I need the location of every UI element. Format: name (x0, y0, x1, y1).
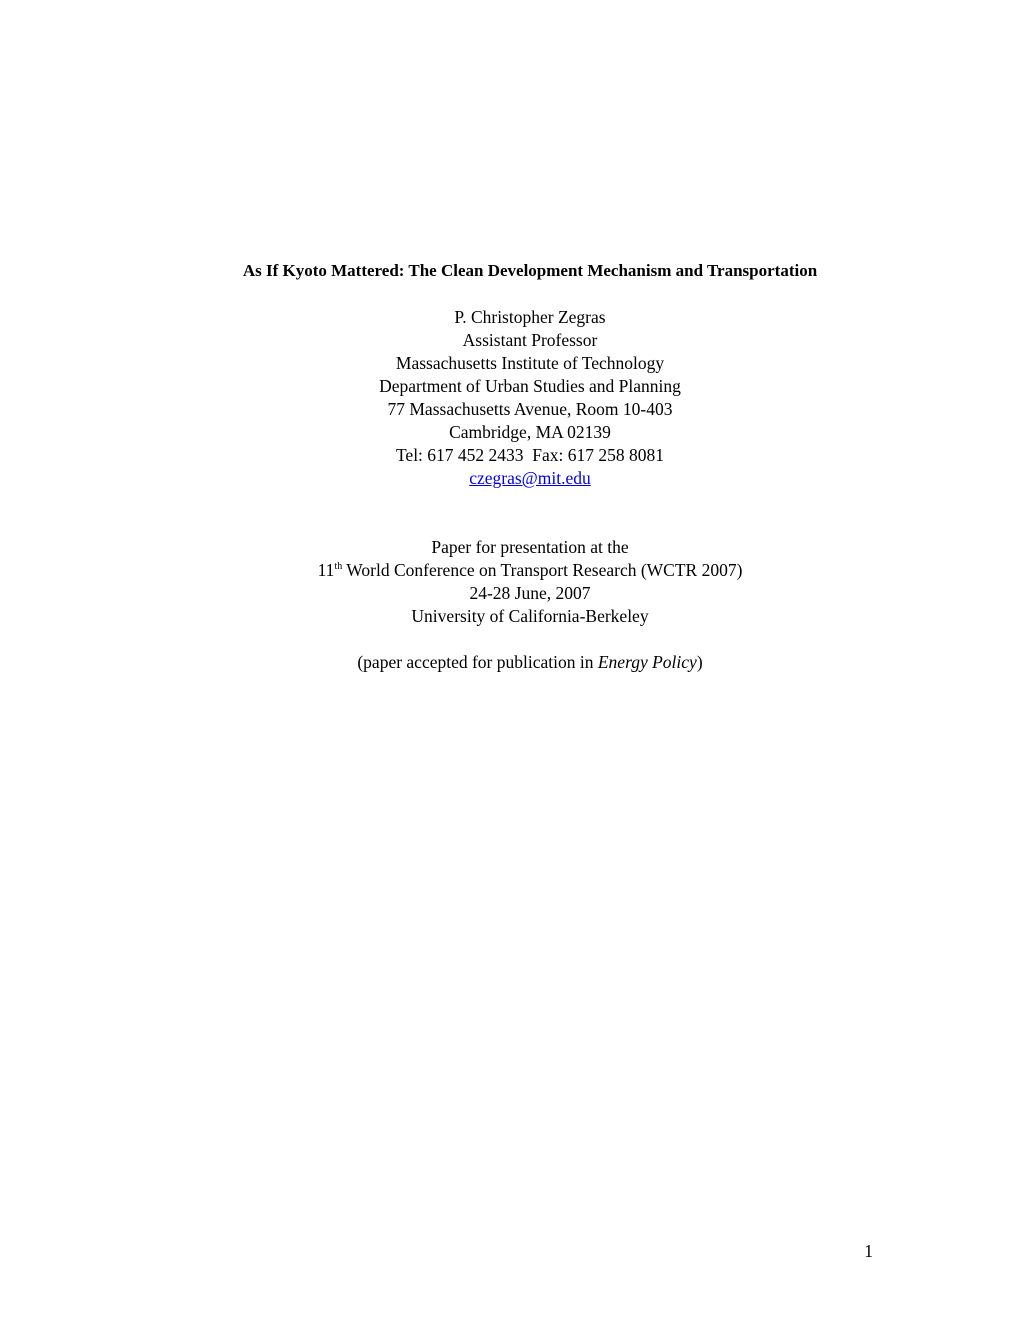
author-position: Assistant Professor (462, 330, 598, 350)
presentation-intro: Paper for presentation at the (431, 537, 629, 557)
author-address: 77 Massachusetts Avenue, Room 10-403 (387, 399, 673, 419)
author-city: Cambridge, MA 02139 (449, 422, 611, 442)
conference-dates: 24-28 June, 2007 (469, 583, 591, 603)
publication-note (40, 651, 1020, 674)
publication-note-prefix: (paper accepted for publication in (357, 652, 598, 672)
conference-ordinal-number: 11 (317, 560, 335, 580)
author-institution: Massachusetts Institute of Technology (395, 353, 665, 373)
conference-name: World Conference on Transport Research (WCTR 2007) (342, 560, 743, 580)
author-block (40, 306, 1020, 490)
conference-venue: University of California-Berkeley (411, 606, 649, 626)
publication-note-suffix: ) (696, 652, 703, 672)
paper-title: As If Kyoto Mattered: The Clean Development Mechanism and Transportation (242, 261, 818, 280)
page-number: 1 (864, 1241, 873, 1261)
author-name: P. Christopher Zegras (454, 307, 606, 327)
author-email-line (40, 467, 1020, 490)
author-contact: Tel: 617 452 2433 Fax: 617 258 8081 (395, 445, 665, 465)
author-department: Department of Urban Studies and Planning (379, 376, 681, 396)
conference-line (40, 559, 1020, 582)
author-email-link[interactable]: czegras@mit.edu (469, 468, 591, 488)
journal-name: Energy Policy (597, 652, 697, 672)
conference-ordinal-suffix: th (334, 561, 343, 572)
publication-note-line (40, 651, 1020, 674)
presentation-block (40, 536, 1020, 628)
